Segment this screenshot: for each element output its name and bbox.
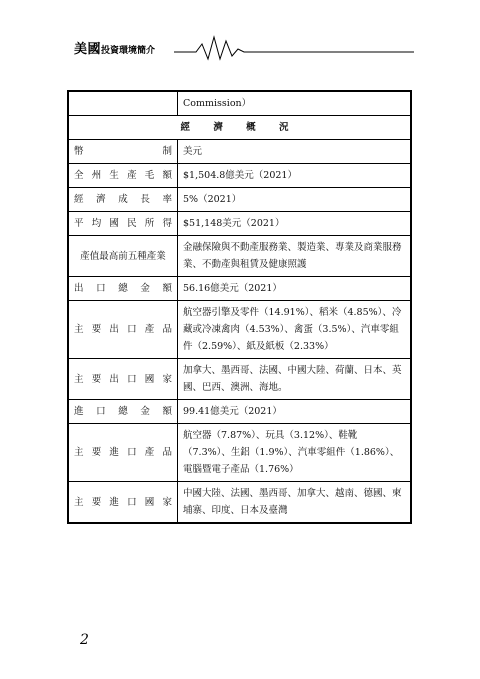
table-row bbox=[68, 482, 411, 524]
table-row bbox=[68, 91, 411, 116]
section-header-row bbox=[68, 116, 411, 140]
table-row bbox=[68, 140, 411, 164]
header-title-small: 投資環境簡介 bbox=[101, 46, 156, 56]
table-cell-label-empty bbox=[68, 91, 178, 116]
heartbeat-line-decoration bbox=[174, 32, 414, 62]
row-value: $51,148美元（2021） bbox=[178, 212, 412, 236]
row-value: 加拿大、墨西哥、法國、中國大陸、荷蘭、日本、英國、巴西、澳洲、海地。 bbox=[178, 359, 412, 400]
row-label: 經濟成長率 bbox=[68, 188, 178, 212]
row-label: 進口總金額 bbox=[68, 400, 178, 424]
table-row bbox=[68, 212, 411, 236]
row-label: 出口總金額 bbox=[68, 277, 178, 301]
section-title: 經 濟 概 況 bbox=[68, 116, 411, 140]
row-value: $1,504.8億美元（2021） bbox=[178, 164, 412, 188]
row-value: 中國大陸、法國、墨西哥、加拿大、越南、德國、柬埔寨、印度、日本及臺灣 bbox=[178, 482, 412, 524]
row-value: 56.16億美元（2021） bbox=[178, 277, 412, 301]
row-value: 航空器（7.87%）、玩具（3.12%）、鞋靴（7.3%）、生鋁（1.9%）、汽車零組件（1.86%）、電腦暨電子產品（1.76%） bbox=[178, 424, 412, 482]
row-value: 航空器引擎及零件（14.91%）、稻米（4.85%）、冷藏或冷凍禽肉（4.53%）、禽蛋（3.5%）、汽車零組件（2.59%）、紙及紙板（2.33%） bbox=[178, 301, 412, 359]
economic-overview-table bbox=[67, 90, 412, 524]
table-row bbox=[68, 236, 411, 277]
row-label: 主要進口國家 bbox=[68, 482, 178, 524]
row-label: 主要出口產品 bbox=[68, 301, 178, 359]
table-row bbox=[68, 301, 411, 359]
row-label: 幣制 bbox=[68, 140, 178, 164]
header-title-large: 美國 bbox=[74, 42, 102, 57]
table-row bbox=[68, 424, 411, 482]
table-row bbox=[68, 188, 411, 212]
table-row bbox=[68, 400, 411, 424]
row-value: 美元 bbox=[178, 140, 412, 164]
table-cell-value: Commission） bbox=[178, 91, 412, 116]
running-header bbox=[74, 32, 414, 62]
row-label: 主要進口產品 bbox=[68, 424, 178, 482]
page-number: 2 bbox=[80, 632, 89, 648]
table-row bbox=[68, 164, 411, 188]
row-label: 平均國民所得 bbox=[68, 212, 178, 236]
row-value: 金融保險與不動產服務業、製造業、專業及商業服務業、不動產與租賃及健康照護 bbox=[178, 236, 412, 277]
header-title bbox=[74, 38, 155, 57]
row-label: 主要出口國家 bbox=[68, 359, 178, 400]
table-row bbox=[68, 359, 411, 400]
row-value: 99.41億美元（2021） bbox=[178, 400, 412, 424]
table-row bbox=[68, 277, 411, 301]
row-label: 全州生產毛額 bbox=[68, 164, 178, 188]
row-value: 5%（2021） bbox=[178, 188, 412, 212]
row-label: 產值最高前五種產業 bbox=[68, 236, 178, 277]
